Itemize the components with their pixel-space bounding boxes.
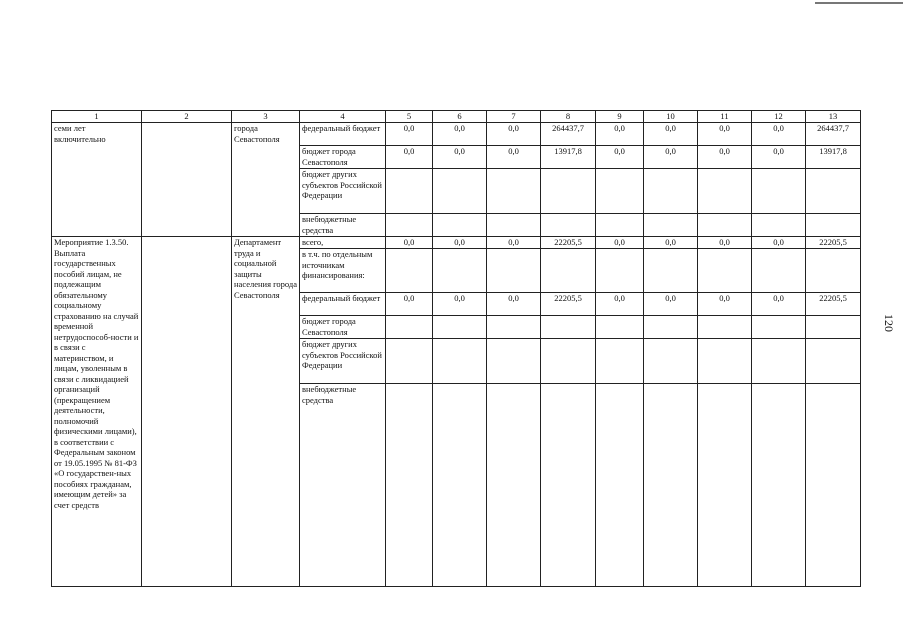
source-cell: федеральный бюджет <box>300 123 386 146</box>
value-cell <box>596 316 644 339</box>
value-cell <box>644 339 698 384</box>
value-cell: 0,0 <box>433 146 487 169</box>
value-cell <box>541 169 596 214</box>
page-number: 120 <box>882 314 896 332</box>
source-cell: федеральный бюджет <box>300 293 386 316</box>
value-cell <box>806 384 861 587</box>
value-cell <box>806 249 861 293</box>
source-cell: в т.ч. по отдельным источникам финансирования: <box>300 249 386 293</box>
value-cell <box>752 339 806 384</box>
value-cell <box>386 214 433 237</box>
budget-table <box>51 110 861 587</box>
source-cell: бюджет других субъектов Российской Федерации <box>300 339 386 384</box>
source-cell: внебюджетные средства <box>300 214 386 237</box>
value-cell: 0,0 <box>644 146 698 169</box>
value-cell <box>541 249 596 293</box>
value-cell: 0,0 <box>487 146 541 169</box>
value-cell: 0,0 <box>596 146 644 169</box>
value-cell: 0,0 <box>487 123 541 146</box>
value-cell <box>541 316 596 339</box>
value-cell <box>596 339 644 384</box>
value-cell: 0,0 <box>386 237 433 249</box>
header-cell: 9 <box>596 111 644 123</box>
source-cell: внебюджетные средства <box>300 384 386 587</box>
value-cell <box>752 214 806 237</box>
value-cell <box>644 169 698 214</box>
value-cell: 0,0 <box>752 123 806 146</box>
header-cell: 7 <box>487 111 541 123</box>
table-row <box>52 123 861 146</box>
source-cell: бюджет города Севастополя <box>300 316 386 339</box>
value-cell <box>487 169 541 214</box>
value-cell: 0,0 <box>596 293 644 316</box>
value-cell <box>541 214 596 237</box>
value-cell: 22205,5 <box>806 293 861 316</box>
value-cell: 0,0 <box>698 123 752 146</box>
value-cell <box>487 339 541 384</box>
header-cell: 12 <box>752 111 806 123</box>
source-cell: бюджет других субъектов Российской Федерации <box>300 169 386 214</box>
header-cell: 11 <box>698 111 752 123</box>
value-cell <box>386 249 433 293</box>
value-cell <box>698 169 752 214</box>
value-cell <box>433 316 487 339</box>
header-cell: 5 <box>386 111 433 123</box>
value-cell <box>596 169 644 214</box>
value-cell: 0,0 <box>752 146 806 169</box>
value-cell <box>806 339 861 384</box>
measure-cell: семи лет включительно <box>52 123 142 237</box>
value-cell: 0,0 <box>596 123 644 146</box>
value-cell: 0,0 <box>433 237 487 249</box>
value-cell: 0,0 <box>644 123 698 146</box>
value-cell <box>541 339 596 384</box>
source-cell: всего, <box>300 237 386 249</box>
value-cell <box>806 316 861 339</box>
value-cell: 0,0 <box>698 146 752 169</box>
value-cell <box>541 384 596 587</box>
value-cell <box>698 339 752 384</box>
value-cell: 0,0 <box>433 293 487 316</box>
value-cell: 22205,5 <box>806 237 861 249</box>
measure-cell: Мероприятие 1.3.50. Выплата государственных пособий лицам, не подлежащим обязательному социальному страхованию на случай временной нетрудоспособ-ности и в связи с материнством, и лицам, уволенным в связи с ликвидацией организаций (прекращением деятельности, полномочий физическими лицами), в соответствии с Федеральным законом от 19.05.1995 № 81-ФЗ «О государствен-ных пособиях гражданам, имеющим детей» за счет средств <box>52 237 142 587</box>
value-cell <box>596 249 644 293</box>
value-cell: 0,0 <box>386 123 433 146</box>
value-cell <box>698 316 752 339</box>
value-cell: 0,0 <box>644 237 698 249</box>
value-cell: 0,0 <box>487 293 541 316</box>
value-cell <box>386 316 433 339</box>
value-cell <box>752 249 806 293</box>
value-cell: 264437,7 <box>541 123 596 146</box>
top-rule <box>815 2 903 4</box>
value-cell: 0,0 <box>698 237 752 249</box>
value-cell: 13917,8 <box>806 146 861 169</box>
value-cell <box>752 316 806 339</box>
source-cell: бюджет города Севастополя <box>300 146 386 169</box>
value-cell: 0,0 <box>644 293 698 316</box>
coexecutor-cell <box>142 123 232 237</box>
value-cell <box>698 214 752 237</box>
value-cell: 0,0 <box>386 293 433 316</box>
value-cell <box>596 384 644 587</box>
value-cell <box>698 384 752 587</box>
value-cell <box>644 384 698 587</box>
value-cell: 0,0 <box>487 237 541 249</box>
value-cell <box>644 214 698 237</box>
value-cell <box>487 384 541 587</box>
header-cell: 2 <box>142 111 232 123</box>
value-cell <box>386 169 433 214</box>
header-cell: 1 <box>52 111 142 123</box>
value-cell <box>487 316 541 339</box>
value-cell <box>644 316 698 339</box>
value-cell <box>806 214 861 237</box>
value-cell: 13917,8 <box>541 146 596 169</box>
value-cell <box>698 249 752 293</box>
value-cell <box>433 169 487 214</box>
value-cell <box>386 384 433 587</box>
value-cell <box>596 214 644 237</box>
value-cell: 22205,5 <box>541 237 596 249</box>
value-cell: 0,0 <box>386 146 433 169</box>
value-cell <box>752 169 806 214</box>
header-row <box>52 111 861 123</box>
value-cell <box>806 169 861 214</box>
value-cell <box>644 249 698 293</box>
value-cell <box>433 214 487 237</box>
value-cell: 0,0 <box>698 293 752 316</box>
header-cell: 13 <box>806 111 861 123</box>
table-row <box>52 237 861 249</box>
value-cell: 0,0 <box>752 293 806 316</box>
value-cell: 0,0 <box>596 237 644 249</box>
value-cell <box>752 384 806 587</box>
header-cell: 10 <box>644 111 698 123</box>
executor-cell: города Севастополя <box>232 123 300 237</box>
value-cell: 0,0 <box>433 123 487 146</box>
value-cell: 0,0 <box>752 237 806 249</box>
value-cell <box>487 214 541 237</box>
header-cell: 4 <box>300 111 386 123</box>
value-cell <box>433 249 487 293</box>
coexecutor-cell <box>142 237 232 587</box>
value-cell <box>386 339 433 384</box>
header-cell: 6 <box>433 111 487 123</box>
header-cell: 3 <box>232 111 300 123</box>
value-cell <box>433 384 487 587</box>
value-cell <box>433 339 487 384</box>
header-cell: 8 <box>541 111 596 123</box>
executor-cell: Департамент труда и социальной защиты населения города Севастополя <box>232 237 300 587</box>
value-cell: 264437,7 <box>806 123 861 146</box>
value-cell: 22205,5 <box>541 293 596 316</box>
value-cell <box>487 249 541 293</box>
